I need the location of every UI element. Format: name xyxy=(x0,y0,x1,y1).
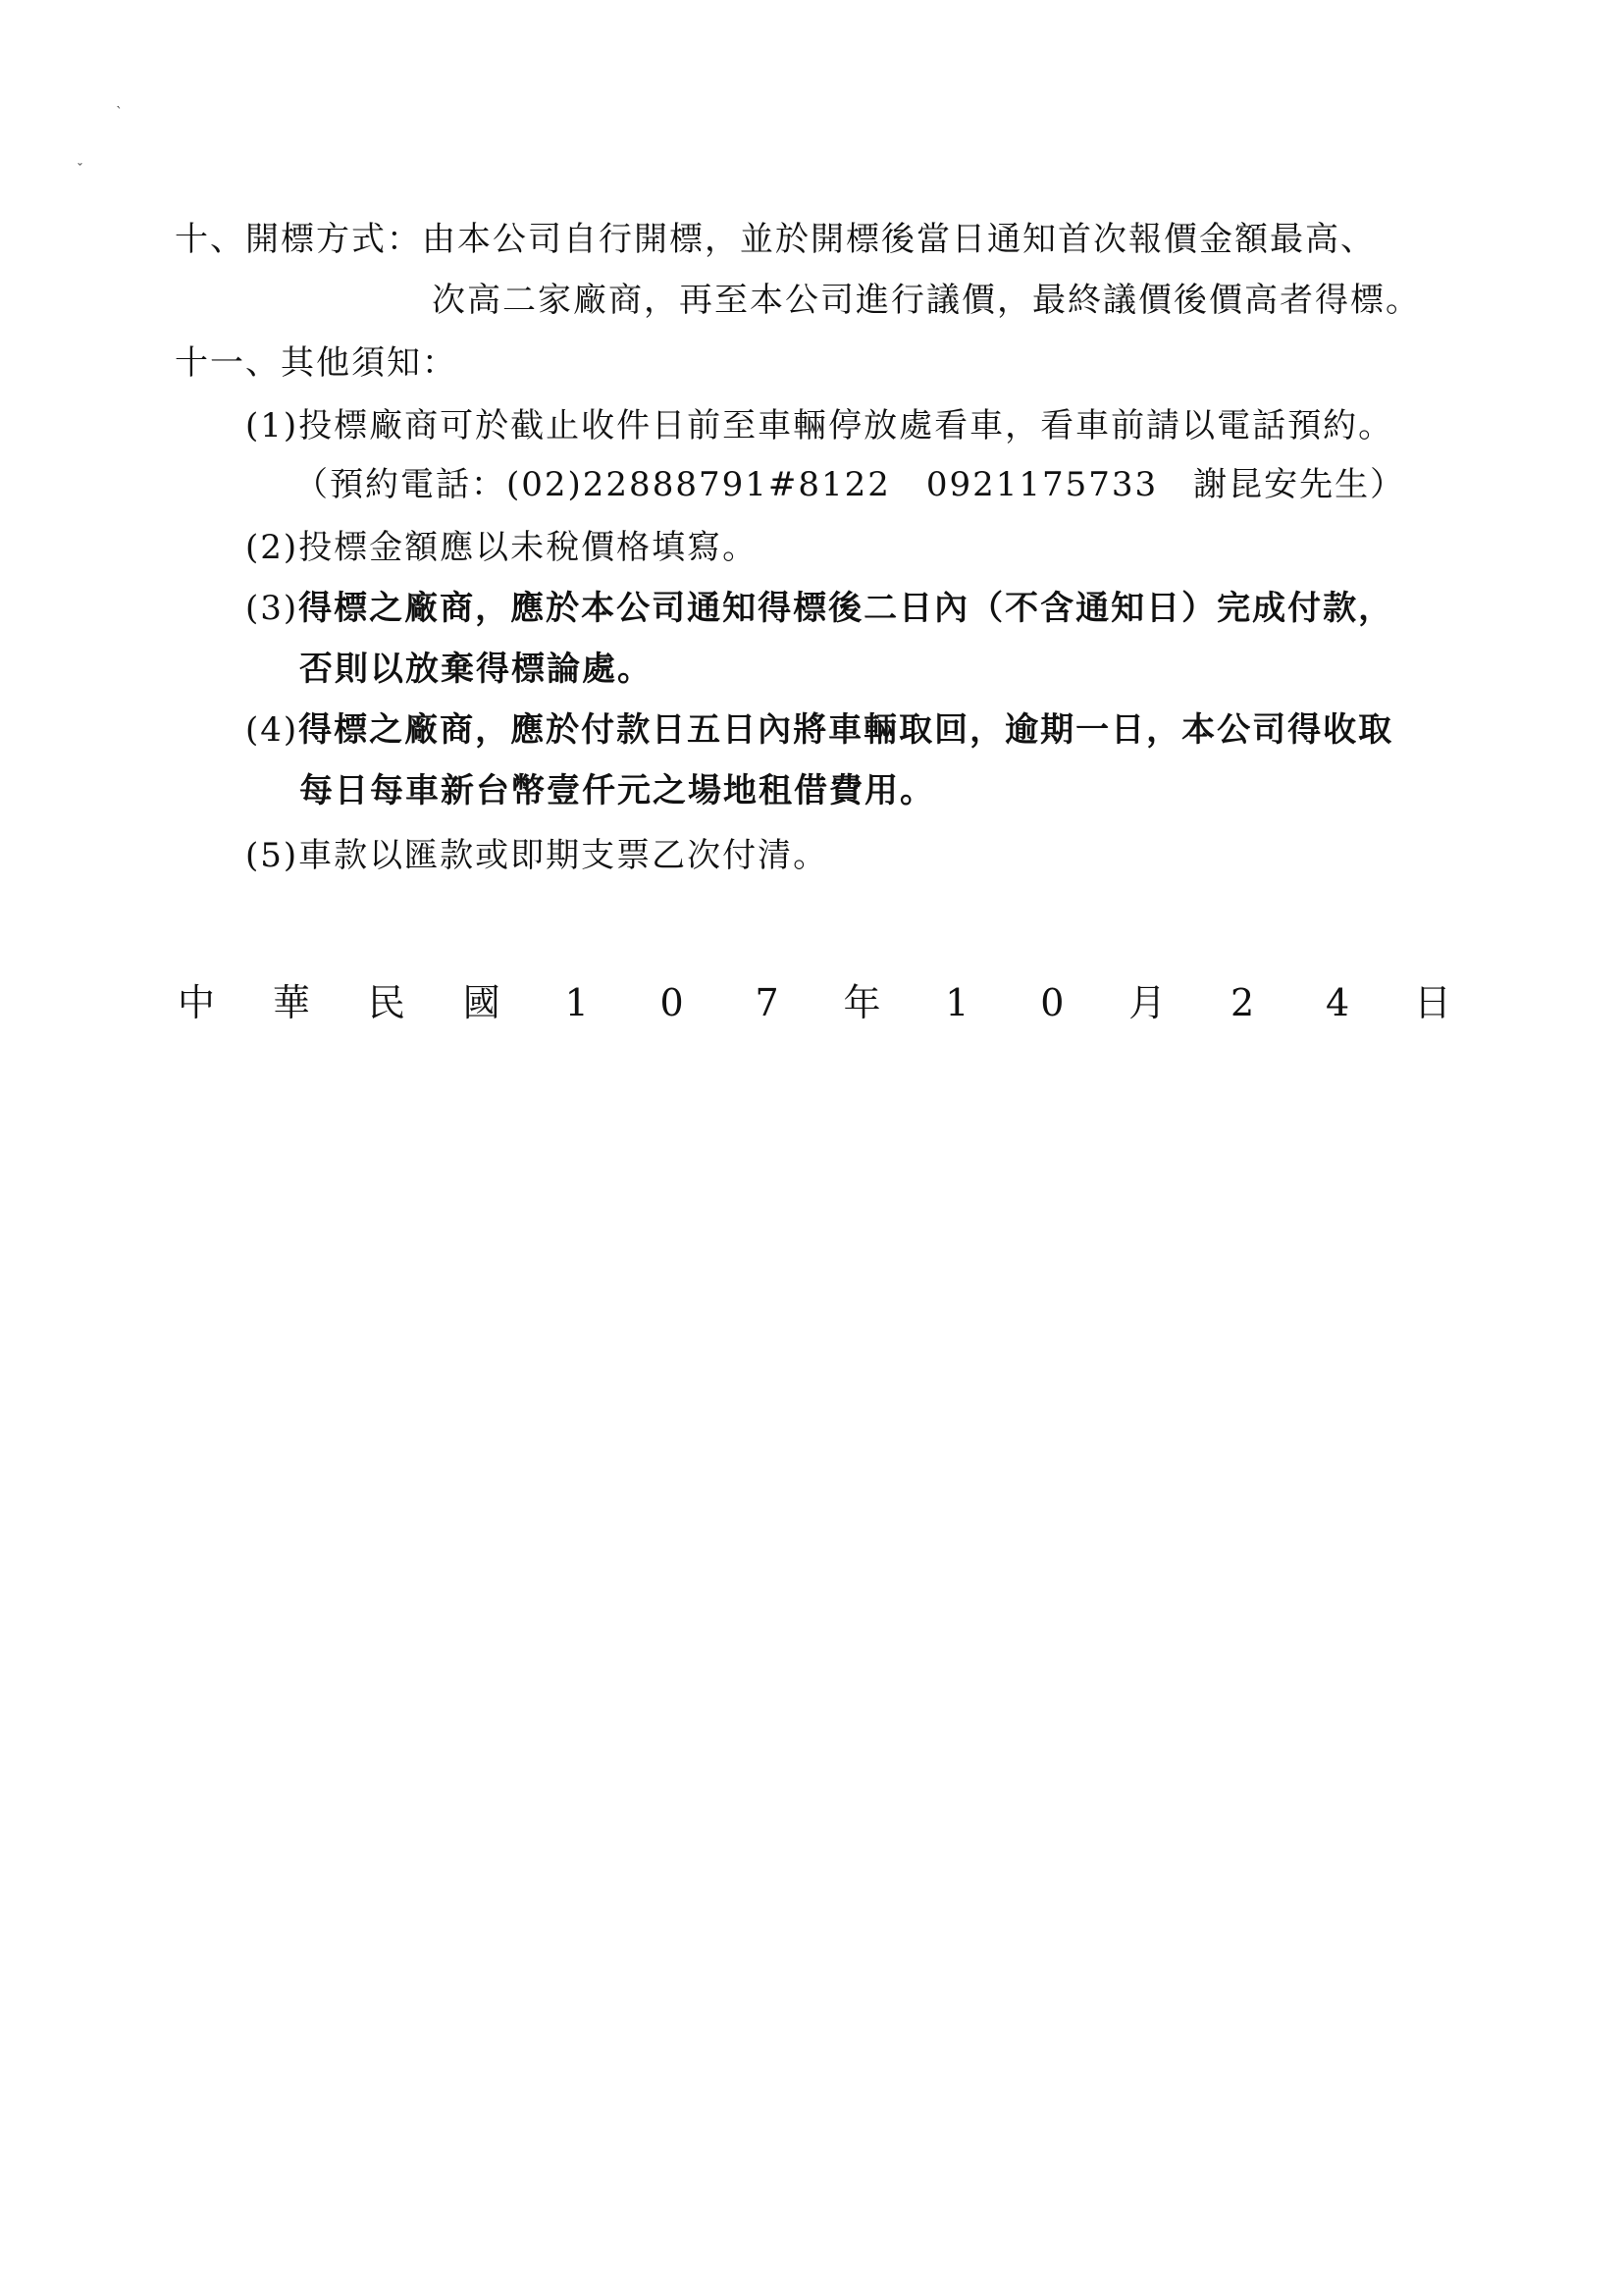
item-3-prefix: (3) xyxy=(245,589,299,628)
date-char: 華 xyxy=(272,981,310,1024)
scan-mark: ` xyxy=(116,105,123,121)
section-11-heading: 十一、其他須知： xyxy=(175,343,457,383)
date-line xyxy=(177,981,1452,1026)
date-char: 7 xyxy=(755,981,779,1024)
item-4-text: 得標之廠商，應於付款日五日內將車輛取回，逾期一日，本公司得收取 xyxy=(298,710,1394,750)
date-char: 4 xyxy=(1325,981,1350,1024)
date-char: 中 xyxy=(177,981,215,1024)
date-char: 2 xyxy=(1230,981,1255,1024)
item-1-line-2: （預約電話：(02)22888791#8122 0921175733 謝昆安先生） xyxy=(294,465,1406,504)
date-char: 1 xyxy=(564,981,589,1024)
section-10-line-1: 十、開標方式：由本公司自行開標，並於開標後當日通知首次報價金額最高、 xyxy=(175,220,1376,259)
date-char: 年 xyxy=(843,981,881,1024)
date-char: 0 xyxy=(659,981,684,1024)
section-10-line-2: 次高二家廠商，再至本公司進行議價，最終議價後價高者得標。 xyxy=(432,281,1421,320)
date-char: 1 xyxy=(945,981,969,1024)
item-2: (2)投標金額應以未稅價格填寫。 xyxy=(245,528,759,567)
item-4-line-2: 每日每車新台幣壹仟元之場地租借費用。 xyxy=(299,771,935,810)
date-char: 民 xyxy=(367,981,405,1024)
date-char: 0 xyxy=(1040,981,1065,1024)
item-4-line-1 xyxy=(245,710,1393,751)
scan-mark: ˇ xyxy=(77,162,83,178)
item-4-prefix: (4) xyxy=(245,710,299,750)
date-char: 日 xyxy=(1413,981,1451,1024)
item-5: (5)車款以匯款或即期支票乙次付清。 xyxy=(245,836,829,875)
item-3-line-2: 否則以放棄得標論處。 xyxy=(299,650,653,689)
item-3-line-1 xyxy=(245,589,1393,629)
date-char: 月 xyxy=(1128,981,1167,1024)
date-char: 國 xyxy=(462,981,500,1024)
item-3-text: 得標之廠商，應於本公司通知得標後二日內（不含通知日）完成付款， xyxy=(298,589,1394,628)
item-1-line-1: (1)投標廠商可於截止收件日前至車輛停放處看車，看車前請以電話預約。 xyxy=(245,406,1394,445)
